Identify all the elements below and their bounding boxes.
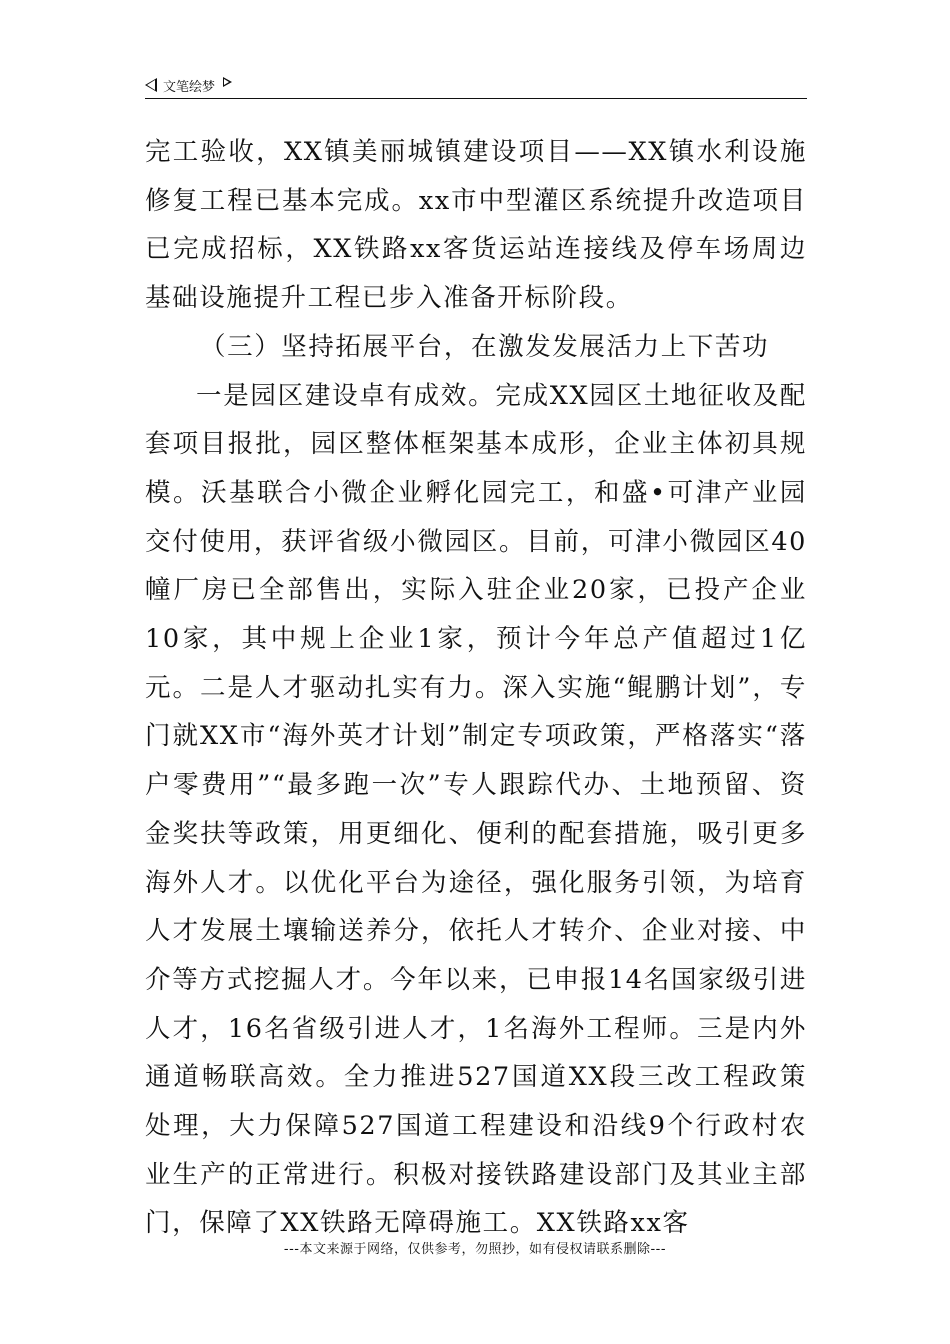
paragraph-body: 一是园区建设卓有成效。完成XX园区土地征收及配套项目报批，园区整体框架基本成形，企业主体初具规模。沃基联合小微企业孵化园完工，和盛•可津产业园交付使用，获评省级小微园区。目前，可津小微园区40幢厂房已全部售出，实际入驻企业20家，已投产企业10家，其中规上企业1家，预计今年总产值超过1亿元。二是人才驱动扎实有力。深入实施“鲲鹏计划”，专门就XX市“海外英才计划”制定专项政策，严格落实“落户零费用”“最多跑一次”专人跟踪代办、土地预留、资金奖扶等政策，用更细化、便利的配套措施，吸引更多海外人才。以优化平台为途径，强化服务引领，为培育人才发展土壤输送养分，依托人才转介、企业对接、中介等方式挖掘人才。今年以来，已申报14名国家级引进人才，16名省级引进人才，1名海外工程师。三是内外通道畅联高效。全力推进527国道XX段三改工程政策处理，大力保障527国道工程建设和沿线9个行政村农业生产的正常进行。积极对接铁路建设部门及其业主部门，保障了XX铁路无障碍施工。XX铁路xx客 bbox=[145, 380, 807, 1239]
paragraph-continuation: 完工验收，XX镇美丽城镇建设项目——XX镇水利设施修复工程已基本完成。xx市中型灌区系统提升改造项目已完成招标，XX铁路xx客货运站连接线及停车场周边基础设施提升工程已步入准备开标阶段。 bbox=[145, 137, 807, 314]
header-divider bbox=[145, 98, 807, 99]
triangle-right-icon bbox=[223, 77, 232, 87]
document-body bbox=[145, 128, 807, 1248]
page-header bbox=[145, 72, 805, 98]
triangle-left-icon bbox=[145, 78, 157, 92]
section-heading: （三）坚持拓展平台，在激发发展活力上下苦功 bbox=[200, 331, 770, 362]
header-title: 文笔绘梦 bbox=[163, 79, 216, 95]
page-footer-notice: ---本文来源于网络，仅供参考，勿照抄，如有侵权请联系删除--- bbox=[283, 1242, 667, 1257]
